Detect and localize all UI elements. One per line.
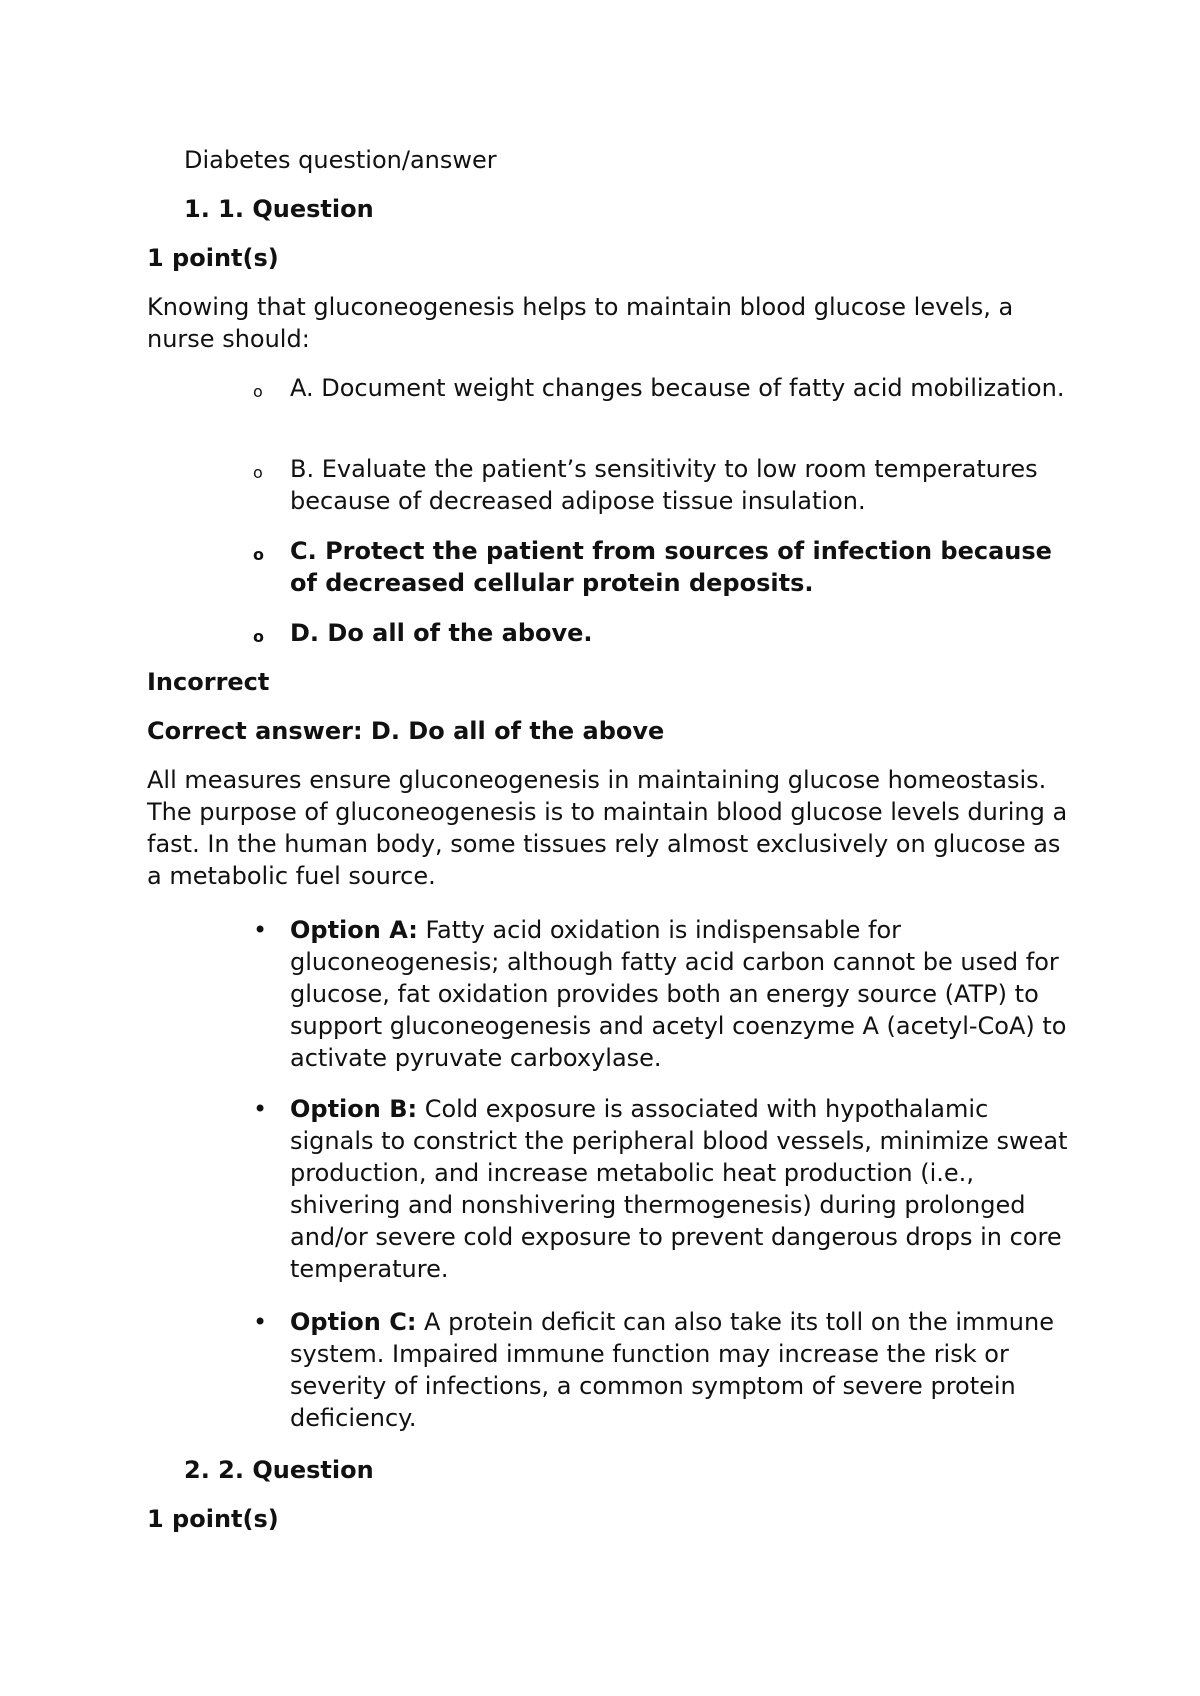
bullet-icon: • [253, 1095, 268, 1123]
rationale-label: Option B: [290, 1095, 418, 1123]
rationale-label: Option A: [290, 916, 418, 944]
rationale-label: Option C: [290, 1308, 417, 1336]
answer-option-text: B. Evaluate the patient’s sensitivity to low room temperatures because of decreased adipose tissue insulation. [290, 455, 1038, 515]
answer-option-text: C. Protect the patient from sources of infection because of decreased cellular protein deposits. [290, 537, 1052, 597]
question-1-points: 1 point(s) [147, 244, 279, 272]
bullet-icon: • [253, 916, 268, 944]
question-1-prompt: Knowing that gluconeogenesis helps to maintain blood glucose levels, a nurse should: [147, 293, 1014, 353]
question-2-heading: 2. 2. Question [184, 1456, 374, 1484]
explanation-paragraph: All measures ensure gluconeogenesis in maintaining glucose homeostasis. The purpose of gluconeogenesis is to maintain blood glucose levels during a fast. In the human body, some tissues rely almost exclusively on glucose as a metabolic fuel source. [147, 766, 1068, 890]
hollow-bullet-icon: o [253, 382, 263, 401]
rationale-text: Fatty acid oxidation is indispensable for gluconeogenesis; although fatty acid carbon cannot be used for glucose, fat oxidation provides both an energy source (ATP) to support gluconeogenesis and acetyl coenzyme A (acetyl-CoA) to activate pyruvate carboxylase. [290, 916, 1067, 1072]
document-title: Diabetes question/answer [184, 146, 497, 174]
hollow-bullet-icon: o [253, 463, 263, 482]
hollow-bullet-icon: o [253, 627, 264, 646]
rationale-text: A protein deficit can also take its toll on the immune system. Impaired immune function may increase the risk or severity of infections, a common symptom of severe protein deficiency. [290, 1308, 1054, 1432]
result-status: Incorrect [147, 668, 270, 696]
correct-answer: Correct answer: D. Do all of the above [147, 717, 665, 745]
question-1-heading: 1. 1. Question [184, 195, 374, 223]
answer-option-text: D. Do all of the above. [290, 619, 593, 647]
hollow-bullet-icon: o [253, 545, 264, 564]
bullet-icon: • [253, 1308, 268, 1336]
rationale-text: Cold exposure is associated with hypothalamic signals to constrict the peripheral blood vessels, minimize sweat production, and increase metabolic heat production (i.e., shivering and nonshivering thermogenesis) during prolonged and/or severe cold exposure to prevent dangerous drops in core temperature. [290, 1095, 1068, 1283]
question-2-points: 1 point(s) [147, 1505, 279, 1533]
answer-option-text: A. Document weight changes because of fatty acid mobilization. [290, 374, 1065, 402]
